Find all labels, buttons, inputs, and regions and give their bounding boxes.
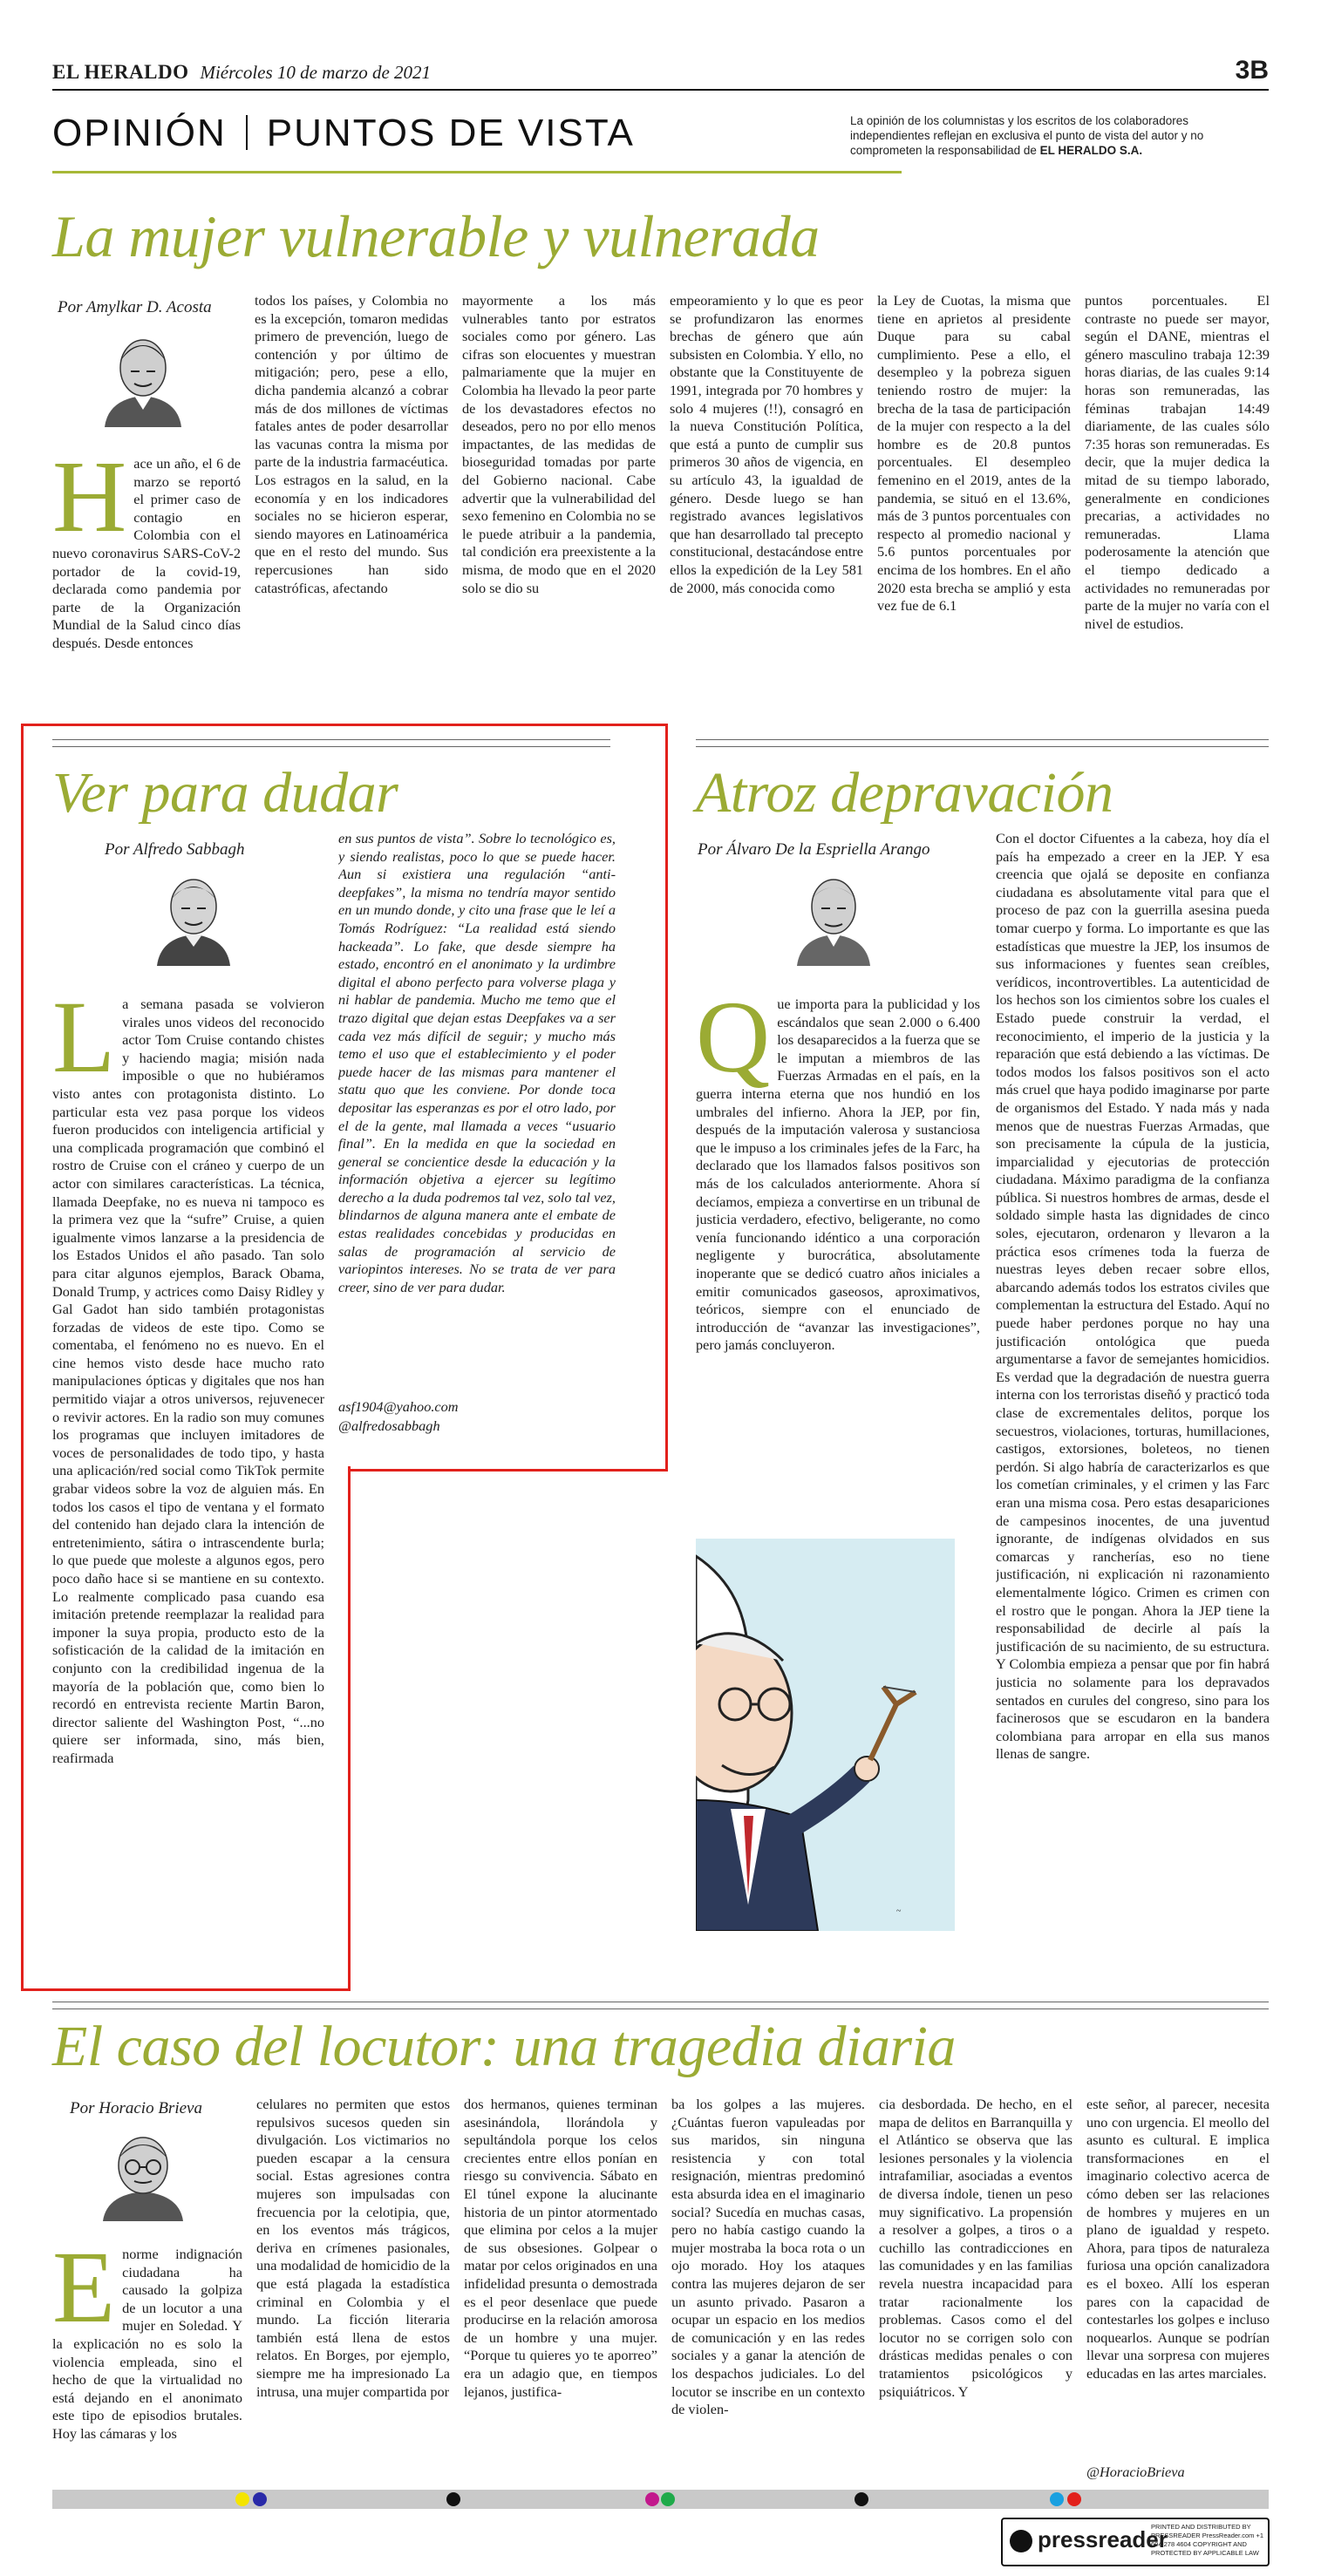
section-accent-bar	[52, 171, 902, 173]
registration-dot	[1067, 2492, 1081, 2506]
registration-dot	[253, 2492, 267, 2506]
rule	[696, 739, 1269, 740]
masthead	[52, 61, 431, 84]
article1-column-5: la Ley de Cuotas, la misma que tiene en aprietos al presidente Duque para su cabal cumplimiento. Pese a ello, el desempleo y la pobreza siguen teniendo rostro de mujer: la brecha de la tasa de participación de la mujer con respecto a la del hombre es de 20.8 puntos porcentuales. El desempleo femenino en el 2019, antes de la pandemia, se situó en el 13.6%, más de 3 puntos porcentuales con respecto al promedio nacional y 5.6 puntos porcentuales por encima de los hombres. En el año 2020 esta brecha se amplió y esta vez fue de 6.1	[877, 292, 1071, 615]
article1-byline: Por Amylkar D. Acosta	[58, 298, 212, 316]
article4-column-6: este señor, al parecer, necesita uno con urgencia. El meollo del asunto es cultural. E implica transformaciones en el imaginario colectivo acerca de cómo deben ser las relaciones de hombres y mujeres en un plano de igualdad y respeto. Ahora, para tipos de naturaleza furiosa una opción canalizadora es el boxeo. Allí los esperan pares con la capacidad de contestarles los golpes e incluso noquearlos. Aunque se podrían llevar una sorpresa con mujeres educadas en las artes marciales.	[1086, 2096, 1270, 2382]
registration-dot	[235, 2492, 249, 2506]
svg-text:~: ~	[896, 1907, 902, 1916]
article3-column-1	[696, 996, 980, 1484]
article2-byline: Por Alfredo Sabbagh	[105, 840, 245, 859]
article1-column-1	[52, 455, 241, 703]
article2-headline: Ver para dudar	[52, 761, 398, 825]
article4-column-1	[52, 2246, 242, 2483]
pressreader-brand: pressreader	[1038, 2526, 1168, 2552]
article2-text-2: en sus puntos de vista”. Sobre lo tecnológico es, y siendo realistas, poco lo que se puede hacer. Aun si existiera una regulación “anti-deepfakes”, la misma no tendría mayor sentido en un mundo donde, y cito una frase que le leí a Tomás Rodríguez: “La realidad está siendo hackeada”. Lo fake, que desde siempre ha estado, encontró en el anonimato y la urdimbre digital el abono perfecto para volverse plaga y ni hablar de pandemia. Mucho me temo que el trazo digital que dejan estas Deepfakes va a ser cada vez más difícil de seguir; y mucho más temo el uso que el establecimiento y el poder puede hacer de las mismas para mantener el statu quo que les conviene. Por donde toca depositar las esperanzas es por el otro lado, por el de la gente, mal llamada a veces “usuario final”. En la medida en que la sociedad en general se concientice desde la educación y la información objetiva a ejercer su legítimo derecho a la duda podremos tal vez, solo tal vez, blindarnos de alguna manera ante el embate de estas realidades concebidas y producidas en salas de programación al servicio de variopintos intereses. No se trata de ver para creer, sino de ver para dudar.	[338, 830, 616, 1295]
article1-headline: La mujer vulnerable y vulnerada	[52, 203, 820, 269]
article1-dropcap: H	[52, 455, 127, 554]
article4-text-1: norme indignación ciudadana ha causado la golpiza de un locutor a una mujer en Soledad. Y la explicación no es solo la violencia empleada, sino el hecho de que la virtualidad no está dejando en el anonimato este tipo de episodios brutales. Hoy las cámaras y los	[52, 2246, 242, 2442]
article2-column-1	[52, 996, 324, 1988]
article4-column-5: cia desbordada. De hecho, en el mapa de delitos en Barranquilla y el Atlántico se observa que las lesiones personales y la violencia intrafamiliar, asociadas a eventos de diversa índole, tienen un peso muy significativo. La propensión a resolver a golpes, a tiros o a cuchillo las contradicciones en las comunidades y en las familias revela nuestra incapacidad para tratar racionalmente los problemas. Casos como el del locutor no se corrigen solo con drásticas medidas penales o con tratamientos psicológicos y psiquiátricos. Y	[879, 2096, 1072, 2400]
article2-dropcap: L	[52, 996, 116, 1094]
article4-column-2: celulares no permiten que estos repulsivos sucesos queden sin divulgación. Los victimarios no pueden escapar a la censura social. Estas agresiones contra mujeres son impulsadas con frecuencia por la celotipia, que, en los eventos más trágicos, deriva en crímenes pasionales, una modalidad de homicidio de la que está plagada la estadística criminal en Colombia y el mundo. La ficción literaria también está llena de estos relatos. En Borges, por ejemplo, siempre me ha impresionado La intrusa, una mujer compartida por	[256, 2096, 450, 2400]
rule	[52, 2008, 1269, 2009]
highlight-box-step	[348, 1469, 668, 1472]
rule	[696, 746, 1269, 747]
pressreader-notice: PRINTED AND DISTRIBUTED BY PRESSREADER PressReader.com +1 604 278 4604 COPYRIGHT AND PROTECTED BY APPLICABLE LAW	[1151, 2523, 1264, 2557]
article3-column-2: Con el doctor Cifuentes a la cabeza, hoy día el país ha empezado a creer en la JEP. Y esa creencia que ojalá se deposite en confianza ciudadana es absolutamente vital para que el proceso de paz con la guerrilla asesina pueda tomar cuerpo y forma. Lo importante es que las estadísticas que muestre la JEP, los insumos de sus informaciones y fuentes sean creíbles, verídicos, incontrovertibles. La autenticidad de los hechos son los cimientos sobre los cuales el Estado puede construir la verdad, el reconocimiento, el imperio de la justicia y la reparación que está debiendo a las víctimas. De todos modos los falsos positivos son el acto más cruel que haya podido imaginarse por parte de organismos del Estado. Y nada más y nada menos que de nuestras Fuerzas Armadas, que son precisamente la cúpula de la justicia, imparcialidad y ejecutorias de protección ciudadana. Máximo paradigma de la confianza pública. Si nuestros hombres de armas, desde el soldado simple hasta las dignidades de cinco soles, ejecutaron, ordenaron y llevaron a la práctica esos crímenes toda la fuerza de nuestras leyes deben recaer sobre ellos, abarcando además todos los estratos civiles que complementan la estructura del Estado. Aquí no puede haber perdones porque no hay una justificación ontológica que pueda argumentarse a favor de semejantes homicidios. Es verdad que la degradación de nuestra guerra interna con los terroristas diseñó y practicó toda clase de excrementales delitos, porque los secuestros, violaciones, torturas, humillaciones, castigos, extorsiones, boleteos, no tienen perdón. Si algo habría de caracterizarlos es que los cometían criminales, y el crimen y las Farc eran una misma cosa. Pero estas desapariciones de campesinos inocentes, de una juventud ignorante, de indígenas olvidados en sus comarcas y rancherías, eso no tiene justificación, ni explicación ni razonamiento elementalmente lógico. Crimen es crimen con el rostro que le pongan. Ahora la JEP tiene la responsabilidad de decirle al país la justificación de su nacimiento, de su estructura. Y Colombia empieza a pensar que por fin habrá justicia no solamente para los depravados sentados en curules del congreso, sino para los facinerosos que se escudaron en la bandera colombiana para arropar en ella sus manos llenas de sangre.	[996, 830, 1270, 1763]
article1-column-3: mayormente a los más vulnerables tanto por estratos sociales como por género. Las cifras son elocuentes y muestran palmariamente que la mujer en Colombia ha llevado la peor parte de los devastadores efectos no deseados, pero no por ello menos impactantes, de las medidas de bioseguridad tomadas por parte del Gobierno nacional. Cabe advertir que la vulnerabilidad del sexo femenino en Colombia no se le puede atribuir a la pandemia, tal condición era preexistente a la misma, de modo que en el 2020 solo se dio su	[462, 292, 656, 596]
page-number: 3B	[1235, 56, 1269, 85]
registration-dot	[661, 2492, 675, 2506]
article2-email: asf1904@yahoo.com	[338, 1398, 459, 1415]
article4-byline: Por Horacio Brieva	[70, 2099, 202, 2117]
masthead-rule	[52, 89, 1269, 91]
disclaimer	[850, 113, 1269, 158]
subsection-name: PUNTOS DE VISTA	[266, 112, 635, 154]
article4-headline: El caso del locutor: una tragedia diaria	[52, 2015, 956, 2078]
article2-handle: @alfredosabbagh	[338, 1417, 440, 1434]
author-portrait-sabbagh	[150, 863, 237, 966]
article2-text-1: a semana pasada se volvieron virales unos videos del reconocido actor Tom Cruise contando chistes y haciendo magia; misión nada imposible o que no hubiéramos visto antes con protagonista distinto. Lo particular esta vez pasa porque los videos fueron producidos con inteligencia artificial y una complicada programación que combinó el rostro de Cruise con el cráneo y cuerpo de un actor con similares características. La técnica, llamada Deepfake, no es nueva ni tampoco es la primera vez que la “sufre” Cruise, a quien igualmente vimos lanzarse a la presidencia de los Estados Unidos el año pasado. Tan solo para citar algunos ejemplos, Barack Obama, Donald Trump, y actrices como Daisy Ridley y Gal Gadot han sido también protagonistas forzadas de videos de este tipo. Como se comentaba, el fenómeno no es nuevo. En el cine hemos visto desde hace mucho rato manipulaciones ópticas y digitales que nos han permitido viajar a otros universos, rejuvenecer o revivir actores. En la radio son muy comunes los programas que incluyen imitadores de voces de personalidades de todo tipo, y hasta una aplicación/red social como TikTok permite grabar videos sobre la voz de alguien más. En todos los casos el tipo de ventana y el formato del contenido han dejado clara la intención de entretenimiento, sátira o intrascendente burla; lo que puede que moleste a algunos egos, pero poco daño hace si se mantiene en su contexto. Lo realmente complicado pasa cuando esa imitación pretende reemplazar la realidad para imponer la suya propia, producto esto de la sofisticación de la calidad de la imitación en conjunto con la credibilidad ingenua de la mayoría de la población que, como bien lo recordó en entrevista reciente Martin Baron, director saliente del Washington Post, “...no quiere ser informada, sino, más bien, reafirmada	[52, 996, 324, 1766]
registration-dot	[645, 2492, 659, 2506]
article2-column-2	[338, 830, 616, 1395]
article4-handle: @HoracioBrieva	[1086, 2464, 1185, 2480]
article4-column-4: ba los golpes a las mujeres. ¿Cuántas fueron vapuleadas por sus maridos, sin ninguna resistencia y con total resignación, mientras predominó esta absurda idea en el imaginario social? Sucedía en muchas casas, pero no había castigo cuando la mujer mostraba la boca rota o un ojo morado. Hoy los ataques contra las mujeres dejaron de ser un asunto privado. Pasaron a ocupar un espacio en los medios de comunicación y en las redes sociales y a ganar la atención de los despachos judiciales. Lo del locutor se inscribe en un contexto de violen-	[671, 2096, 865, 2418]
registration-dot	[446, 2492, 460, 2506]
editorial-cartoon	[696, 1539, 955, 1931]
section-divider	[246, 115, 248, 150]
section-title	[52, 112, 635, 155]
article1-column-2: todos los países, y Colombia no es la excepción, tomaron medidas primero de prevención, luego de contención y por último de mitigación; pero, pese a ello, dicha pandemia alcanzó a cobrar más de dos millones de víctimas fatales antes de poder desarrollar las vacunas contra la misma por parte de la industria farmacéutica. Los estragos en la salud, en la economía y en los indicadores sociales no se hicieron esperar, siendo mayores en Latinoamérica que en el resto del mundo. Sus repercusiones han sido catastróficas, afectando	[255, 292, 448, 596]
author-portrait-espriella	[790, 863, 877, 966]
article1-column-6: puntos porcentuales. El contraste no puede ser mayor, según el DANE, mientras el género masculino trabaja 12:39 horas diarias, de las cuales 9:14 horas son remuneradas, las féminas trabajan 14:49 diariamente, de las cuales sólo 7:35 horas son remuneradas. Es decir, que la mujer dedica la mitad de su tiempo laborado, generalmente en condiciones precarias, a actividades no remuneradas. Llama poderosamente la atención que el tiempo dedicado a actividades no remuneradas por parte de la mujer no varía con el nivel de estudios.	[1085, 292, 1270, 632]
article3-text-1: ue importa para la publicidad y los escándalos que sean 2.000 o 6.400 los desaparecidos a la fuerza que se le imputan a miembros de las Fuerzas Armadas en el país, en la guerra interna eterna que nos hundió en los umbrales del infierno. Ahora la JEP, por fin, después de la imputación valerosa y sustanciosa que le impuso a los criminales jefes de la Farc, ha declarado que los llamados falsos positivos son más de los calculados anteriormente. Ahora sí decíamos, empieza a convertirse en un tribunal de justicia verdadero, efectivo, beligerante, no como venía funcionando idéntico a una corporación negligente y burocrática, absolutamente inoperante que se dedicó cuatro años iniciales a emitir comunicados gaseosos, aproximativos, teóricos, siempre con el enunciado de introducción de “avanzar las investigaciones”, pero jamás concluyeron.	[696, 996, 980, 1354]
article3-byline: Por Álvaro De la Espriella Arango	[698, 840, 930, 859]
article1-text-1: ace un año, el 6 de marzo se reportó el primer caso de contagio en Colombia con el nuevo coronavirus SARS-CoV-2 portador de la covid-19, declarada como pandemia por parte de la Organización Mundial de la Salud cinco días después. Desde entonces	[52, 455, 241, 651]
registration-dot	[1050, 2492, 1064, 2506]
issue-date: Miércoles 10 de marzo de 2021	[200, 62, 432, 83]
disclaimer-text: La opinión de los columnistas y los escritos de los colaboradores independientes reflejan en exclusiva el punto de vista del autor y no comprometen la responsabilidad de	[850, 114, 1204, 157]
registration-dot	[855, 2492, 868, 2506]
article3-headline: Atroz depravación	[696, 761, 1113, 825]
pressreader-logo	[1010, 2526, 1168, 2553]
article4-column-3: dos hermanos, quienes terminan asesinándola, llorándola y sepultándola porque los celos crecientes entre ellos ponían en riesgo su convivencia. Sábato en El túnel expone la alucinante historia de un pintor atormentado que elimina por celos a la mujer de sus obsesiones. Golpear o matar por celos originados en una infidelidad presunta o demostrada es el peor desenlace que puede producirse en la relación amorosa de un hombre y una mujer. “Porque tu quieres yo te aporreo” era un adagio que, en tiempos lejanos, justifica-	[464, 2096, 657, 2400]
author-portrait-acosta	[96, 323, 190, 427]
section-name: OPINIÓN	[52, 112, 227, 154]
article4-dropcap: E	[52, 2246, 116, 2344]
disclaimer-company: EL HERALDO S.A.	[1039, 144, 1143, 157]
newspaper-name: EL HERALDO	[52, 61, 189, 83]
pressreader-icon	[1010, 2530, 1032, 2552]
article3-dropcap: Q	[696, 996, 771, 1094]
article1-column-4: empeoramiento y lo que es peor se profundizaron las enormes brechas de género que aún subsisten en Colombia. Y ello, no obstante que la Constituyente de 1991, integrada por 70 hombres y solo 4 mujeres (!!), consagró en la nueva Constitución Política, que está a punto de cumplir sus primeros 30 años de vigencia, en su artículo 43, la igualdad de género. Desde luego se han registrado avances legislativos que han desarrollado tal precepto constitucional, destacándose entre ellos la expedición de la Ley 581 de 2000, más conocida como	[670, 292, 863, 596]
author-portrait-brieva	[94, 2124, 192, 2221]
